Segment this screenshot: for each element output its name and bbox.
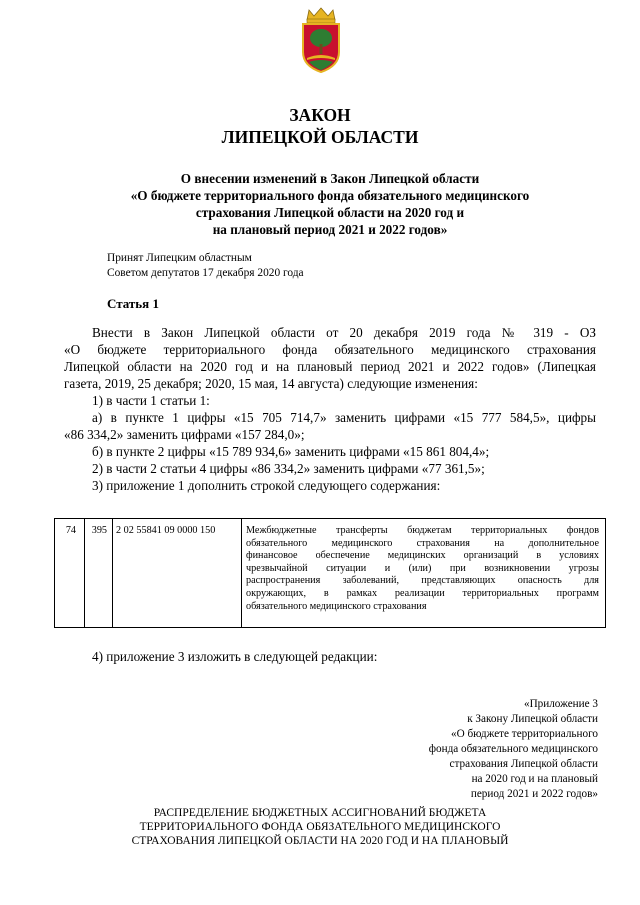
budget-table-row	[54, 518, 606, 628]
body-line: Внести в Закон Липецкой области от 20 декабря 2019 года № 319 - ОЗ	[92, 325, 596, 340]
table-cell-classifier: 2 02 55841 09 0000 150	[113, 519, 242, 627]
body-line: газета, 2019, 25 декабря; 2020, 15 мая, 14 августа) следующие изменения:	[64, 376, 478, 391]
appendix-ref-line: «О бюджете территориального	[450, 728, 598, 740]
description-line: чрезвычайной ситуации и (или) при возникновении угрозы	[246, 562, 599, 574]
law-subtitle-line: О внесении изменений в Закон Липецкой области	[180, 171, 480, 186]
appendix-ref-line: страхования Липецкой области	[449, 758, 598, 770]
law-subtitle-line: «О бюджете территориального фонда обязательного медицинского	[130, 188, 530, 203]
article-heading: Статья 1	[107, 296, 159, 311]
law-subtitle-line: на плановый период 2021 и 2022 годов»	[212, 222, 448, 237]
description-line: обязательного медицинского страхования на дополнительное	[246, 537, 599, 549]
coat-of-arms-icon	[299, 6, 343, 74]
list-item: 3) приложение 1 дополнить строкой следующего содержания:	[92, 478, 441, 493]
adoption-date: Советом депутатов 17 декабря 2020 года	[107, 267, 304, 279]
table-cell-number: 74	[55, 519, 85, 627]
law-subtitle-line: страхования Липецкой области на 2020 год и	[195, 205, 465, 220]
table-cell-code: 395	[85, 519, 113, 627]
appendix-ref-line: к Закону Липецкой области	[467, 713, 598, 725]
body-line: Липецкой области на 2020 год и на плановый период 2021 и 2022 годов» (Липецкая	[64, 359, 596, 374]
distribution-heading-line: РАСПРЕДЕЛЕНИЕ БЮДЖЕТНЫХ АССИГНОВАНИЙ БЮДЖЕТА	[153, 807, 487, 819]
description-line: окружающих, в рамках реализации территориальных программ	[246, 587, 599, 599]
list-item: б) в пункте 2 цифры «15 789 934,6» заменить цифрами «15 861 804,4»;	[92, 444, 490, 459]
description-line: обязательного медицинского страхования	[246, 600, 427, 612]
list-item: 1) в части 1 статьи 1:	[92, 393, 210, 408]
appendix-ref-line: период 2021 и 2022 годов»	[470, 788, 598, 800]
body-line: «О бюджете территориального фонда обязательного медицинского страхования	[64, 342, 596, 357]
list-item: 2) в части 2 статьи 4 цифры «86 334,2» заменить цифрами «77 361,5»;	[92, 461, 485, 476]
adoption-line: Принят Липецким областным	[107, 252, 252, 264]
law-region: ЛИПЕЦКОЙ ОБЛАСТИ	[221, 127, 419, 147]
appendix-ref-line: «Приложение 3	[523, 698, 598, 710]
list-item: 4) приложение 3 изложить в следующей редакции:	[92, 649, 378, 664]
list-item: а) в пункте 1 цифры «15 705 714,7» заменить цифрами «15 777 584,5», цифры	[92, 410, 596, 425]
appendix-ref-line: на 2020 год и на плановый	[471, 773, 598, 785]
description-line: распространения заболеваний, представляющих опасность для	[246, 575, 599, 587]
distribution-heading-line: СТРАХОВАНИЯ ЛИПЕЦКОЙ ОБЛАСТИ НА 2020 ГОД И НА ПЛАНОВЫЙ	[131, 835, 509, 847]
description-line: финансовое обеспечение медицинских организаций в условиях	[246, 550, 599, 562]
list-item: «86 334,2» заменить цифрами «157 284,0»;	[64, 427, 305, 442]
description-line: Межбюджетные трансферты бюджетам территориальных фондов	[246, 525, 599, 536]
distribution-heading-line: ТЕРРИТОРИАЛЬНОГО ФОНДА ОБЯЗАТЕЛЬНОГО МЕДИЦИНСКОГО	[139, 821, 501, 833]
appendix-ref-line: фонда обязательного медицинского	[428, 743, 598, 755]
law-title: ЗАКОН	[289, 105, 351, 125]
table-cell-description	[242, 519, 604, 627]
